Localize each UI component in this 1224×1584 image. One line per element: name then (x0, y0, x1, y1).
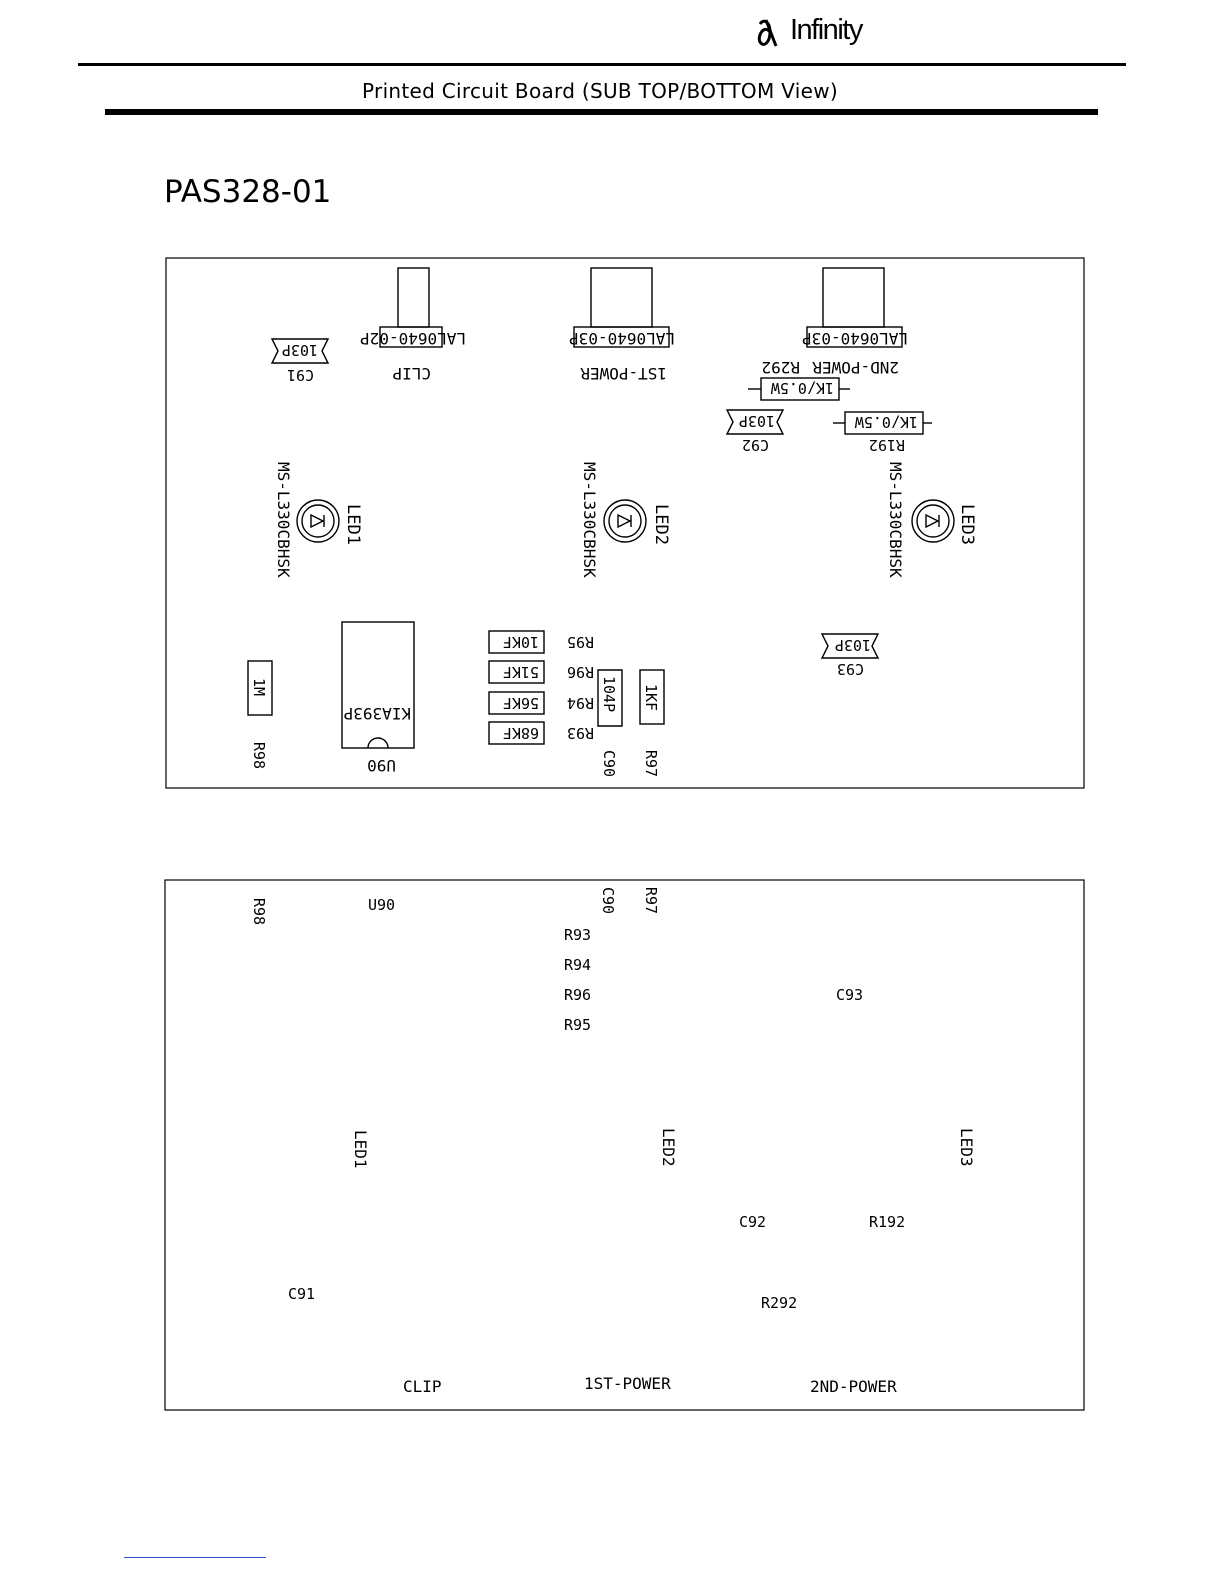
led3 (912, 500, 954, 542)
brand-name: Infinity (790, 14, 862, 46)
resistor-r96-value: 51KF (502, 663, 539, 681)
bottom-label-r93: R93 (564, 926, 592, 944)
connector-clip-name: CLIP (392, 364, 431, 383)
bottom-label-2nd-power: 2ND-POWER (810, 1377, 897, 1396)
bottom-label-c90: C90 (599, 887, 617, 915)
led3-part: MS-L330CBHSK (886, 462, 905, 578)
bottom-label-r96: R96 (564, 986, 592, 1004)
bottom-label-r192: R192 (869, 1213, 906, 1231)
led3-ref: LED3 (957, 504, 977, 545)
capacitor-c91-ref: C91 (286, 366, 314, 384)
capacitor-c93-value: 103P (834, 636, 871, 654)
led1 (297, 500, 339, 542)
resistor-r97-ref: R97 (642, 750, 660, 778)
resistor-r94-value: 56KF (502, 694, 539, 712)
resistor-r292-ref: R292 (761, 358, 800, 377)
capacitor-c90-ref: C90 (600, 750, 618, 778)
bottom-label-r94: R94 (564, 956, 592, 974)
resistor-r95-ref: R95 (566, 633, 594, 651)
model-number: PAS328-01 (164, 174, 332, 210)
bottom-label-c93: C93 (836, 986, 864, 1004)
bottom-label-led2: LED2 (659, 1128, 678, 1167)
resistor-r292-value: 1K/0.5W (770, 379, 834, 397)
led2 (604, 500, 646, 542)
resistor-r98-ref: R98 (250, 742, 268, 770)
capacitor-c91-value: 103P (281, 341, 318, 359)
ic-u90 (342, 622, 414, 748)
bottom-label-r98: R98 (250, 898, 268, 926)
led2-part: MS-L330CBHSK (580, 462, 599, 578)
bottom-label-r95: R95 (564, 1016, 592, 1034)
connector-1st-part: LAL0640-03P (569, 329, 675, 348)
led1-ref: LED1 (343, 504, 363, 545)
ic-u90-part: KIA393P (343, 704, 411, 723)
connector-2nd-part: LAL0640-03P (802, 329, 908, 348)
ic-u90-ref: U90 (367, 756, 396, 775)
capacitor-c93-ref: C93 (836, 660, 864, 678)
resistor-r94-ref: R94 (566, 694, 594, 712)
bottom-label-r97: R97 (642, 887, 660, 915)
connector-clip-part: LAL0640-02P (360, 329, 466, 348)
bottom-label-u90: U90 (368, 896, 396, 914)
bottom-label-c92: C92 (739, 1213, 767, 1231)
bottom-label-1st-power: 1ST-POWER (584, 1374, 671, 1393)
capacitor-c90-value: 104P (600, 676, 618, 713)
capacitor-c92-value: 103P (738, 412, 775, 430)
bottom-view-board-outline (165, 880, 1084, 1410)
connector-2nd-name: 2ND-POWER (812, 358, 899, 377)
resistor-r93-ref: R93 (566, 724, 594, 742)
bottom-label-clip: CLIP (403, 1377, 442, 1396)
resistor-r96-ref: R96 (566, 663, 594, 681)
capacitor-c92-ref: C92 (741, 436, 769, 454)
page-title: Printed Circuit Board (SUB TOP/BOTTOM View) (362, 79, 838, 103)
bottom-label-led3: LED3 (957, 1128, 976, 1167)
bottom-label-r292: R292 (761, 1294, 798, 1312)
bottom-label-led1: LED1 (351, 1130, 370, 1169)
led1-part: MS-L330CBHSK (274, 462, 293, 578)
resistor-r95-value: 10KF (502, 633, 539, 651)
resistor-r93-value: 68KF (502, 724, 539, 742)
resistor-r192-value: 1K/0.5W (854, 413, 918, 431)
bottom-label-c91: C91 (288, 1285, 316, 1303)
led2-ref: LED2 (651, 504, 671, 545)
footer-link-underline[interactable] (124, 1557, 266, 1558)
connector-1st-name: 1ST-POWER (580, 364, 667, 383)
resistor-r97-value: 1KF (642, 684, 660, 712)
resistor-r98-value: 1M (250, 678, 268, 697)
resistor-r192-ref: R192 (868, 436, 905, 454)
